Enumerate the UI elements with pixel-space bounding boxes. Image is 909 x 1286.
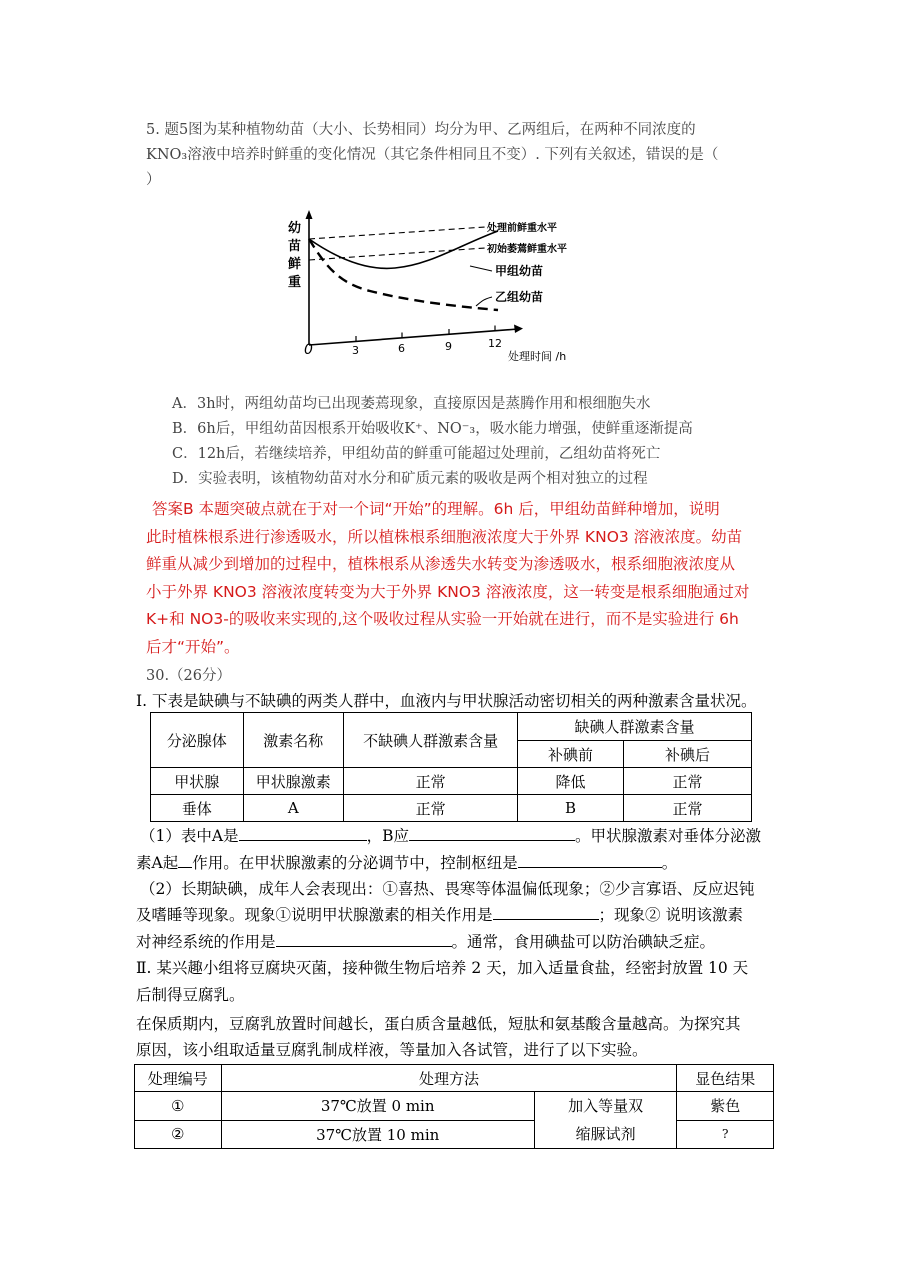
- blank-d[interactable]: [518, 853, 662, 868]
- q1-text-e: 作用。在甲状腺激素的分泌调节中，控制枢纽是: [192, 854, 518, 872]
- cell: ①: [135, 1092, 222, 1121]
- option-a: A．3h时，两组幼苗均已出现萎蔫现象，直接原因是蒸腾作用和根细胞失水: [172, 396, 651, 412]
- q2-line-3: [136, 929, 715, 955]
- answer-line-4: 小于外界 KNO3 溶液浓度转变为大于外界 KNO3 溶液浓度，这一转变是根系细胞通过对: [146, 582, 750, 601]
- blank-c[interactable]: [178, 853, 192, 868]
- th-result: 显色结果: [677, 1065, 774, 1092]
- part1-intro: Ⅰ. 下表是缺碘与不缺碘的两类人群中，血液内与甲状腺活动密切相关的两种激素含量状况。: [136, 692, 757, 710]
- q1-text-d: 素A起: [136, 854, 179, 872]
- cell: 降低: [518, 768, 624, 795]
- q1-text-a: （1）表中A是: [140, 827, 239, 845]
- reagent-cell: [534, 1092, 677, 1149]
- x-tick-label-6: 6: [398, 342, 405, 355]
- y-label-char-4: 重: [288, 275, 302, 290]
- cell: 甲状腺激素: [243, 768, 344, 795]
- part2-line-4: 原因，该小组取适量豆腐乳制成样液，等量加入各试管，进行了以下实验。: [136, 1041, 648, 1059]
- y-label-char-1: 幼: [288, 221, 302, 236]
- origin-label: 0: [304, 342, 313, 358]
- experiment-table: [134, 1064, 774, 1149]
- y-label-char-2: 苗: [288, 239, 302, 254]
- cell: 正常: [623, 795, 751, 822]
- cell: B: [518, 795, 624, 822]
- legend-before: 处理前鲜重水平: [487, 223, 557, 234]
- leader-group-a: [470, 266, 492, 271]
- blank-e[interactable]: [493, 905, 599, 920]
- fresh-weight-figure: [280, 205, 610, 370]
- group-b-curve: [309, 239, 498, 310]
- th-after: 补碘后: [623, 741, 751, 768]
- y-axis-arrow: [306, 210, 313, 219]
- cell: ②: [135, 1120, 222, 1149]
- before-treatment-level-line: [309, 227, 485, 239]
- q1-text-b: ，B应: [366, 827, 409, 845]
- legend-group-a: 甲组幼苗: [495, 264, 544, 278]
- cell: A: [243, 795, 344, 822]
- legend-initial-wilting: 初始萎蔫鲜重水平: [487, 244, 567, 255]
- q2-line-1: （2）长期缺碘，成年人会表现出：①喜热、畏寒等体温偏低现象；②少言寡语、反应迟钝: [140, 880, 755, 898]
- question5-options: [172, 392, 792, 492]
- table-row: [151, 768, 752, 795]
- question30-header: 30.（26分）: [146, 668, 232, 684]
- blank-f[interactable]: [276, 932, 452, 947]
- question5-line3: ）: [146, 172, 161, 188]
- q1-text-f: 。: [661, 854, 678, 872]
- th-method: 处理方法: [221, 1065, 677, 1092]
- x-axis: [309, 329, 518, 345]
- q1-line-1: [140, 823, 761, 849]
- option-d: D．实验表明，该植物幼苗对水分和矿质元素的吸收是两个相对独立的过程: [172, 471, 648, 487]
- answer-line-2: 此时植株根系进行渗透吸水，所以植株根系细胞液浓度大于外界 KNO3 溶液浓度。幼苗: [146, 527, 743, 546]
- y-label-char-3: 鲜: [288, 257, 302, 272]
- th-gland: 分泌腺体: [151, 713, 244, 768]
- option-b: B．6h后，甲组幼苗因根系开始吸收K⁺、NO⁻₃，吸水能力增强，使鲜重逐渐提高: [172, 421, 693, 437]
- answer-line-5: K+和 NO3-的吸收来实现的,这个吸收过程从实验一开始就在进行，而不是实验进行 6h: [146, 610, 739, 628]
- hormone-table: [150, 712, 752, 822]
- table-row: [135, 1120, 774, 1149]
- blank-b[interactable]: [409, 826, 575, 841]
- answer-explanation: [146, 496, 786, 661]
- cell: 紫色: [677, 1092, 774, 1121]
- q2-line-2: [136, 902, 743, 928]
- q2-text-d: 对神经系统的作用是: [136, 933, 276, 951]
- option-c: C．12h后，若继续培养，甲组幼苗的鲜重可能超过处理前，乙组幼苗将死亡: [172, 446, 661, 462]
- q2-text-b: 及嗜睡等现象。现象①说明甲状腺激素的相关作用是: [136, 906, 493, 924]
- q1-text-c: 。甲状腺激素对垂体分泌激: [574, 827, 761, 845]
- x-tick-label-9: 9: [445, 340, 452, 353]
- answer-line-1: 答案B 本题突破点就在于对一个词“开始”的理解。6h 后，甲组幼苗鲜种增加，说明: [152, 500, 720, 518]
- part2-line-1: Ⅱ. 某兴趣小组将豆腐块灭菌，接种微生物后培养 2 天，加入适量食盐，经密封放置 10 天: [136, 959, 749, 977]
- cell: 正常: [344, 795, 518, 822]
- cell: ?: [677, 1120, 774, 1149]
- question5-stem: [146, 118, 786, 193]
- th-normal: 不缺碘人群激素含量: [344, 713, 518, 768]
- th-before: 补碘前: [518, 741, 624, 768]
- cell: 37℃放置 0 min: [221, 1092, 534, 1121]
- reagent-text: 加入等量双缩脲试剂: [568, 1097, 644, 1143]
- th-id: 处理编号: [135, 1065, 222, 1092]
- cell: 正常: [344, 768, 518, 795]
- answer-line-6: 后才“开始”。: [146, 637, 240, 656]
- cell: 37℃放置 10 min: [221, 1120, 534, 1149]
- x-axis-arrow: [514, 325, 523, 334]
- q2-text-c: ；现象② 说明该激素: [598, 906, 743, 924]
- th-deficient: 缺碘人群激素含量: [518, 713, 752, 741]
- part2-line-2: 后制得豆腐乳。: [136, 986, 245, 1004]
- q1-line-2: [136, 850, 677, 876]
- table-row: [135, 1092, 774, 1121]
- blank-a[interactable]: [239, 826, 367, 841]
- th-hormone: 激素名称: [243, 713, 344, 768]
- x-tick-label-3: 3: [352, 344, 359, 357]
- part2-line-3: 在保质期内，豆腐乳放置时间越长，蛋白质含量越低，短肽和氨基酸含量越高。为探究其: [136, 1015, 741, 1033]
- group-a-curve: [309, 231, 498, 268]
- leader-group-b: [476, 297, 492, 306]
- cell: 正常: [623, 768, 751, 795]
- answer-line-3: 鲜重从减少到增加的过程中，植株根系从渗透失水转变为渗透吸水，根系细胞液浓度从: [146, 555, 736, 573]
- cell: 垂体: [151, 795, 244, 822]
- table-row: [151, 795, 752, 822]
- question5-line1: 5. 题5图为某种植物幼苗（大小、长势相同）均分为甲、乙两组后，在两种不同浓度的: [146, 122, 696, 138]
- legend-group-b: 乙组幼苗: [495, 290, 544, 304]
- question5-line2: KNO₃溶液中培养时鲜重的变化情况（其它条件相同且不变）. 下列有关叙述，错误的是（: [146, 147, 719, 163]
- q2-text-e: 。通常，食用碘盐可以防治碘缺乏症。: [451, 933, 716, 951]
- x-axis-label: 处理时间 /h: [508, 350, 567, 363]
- cell: 甲状腺: [151, 768, 244, 795]
- x-tick-label-12: 12: [488, 337, 502, 350]
